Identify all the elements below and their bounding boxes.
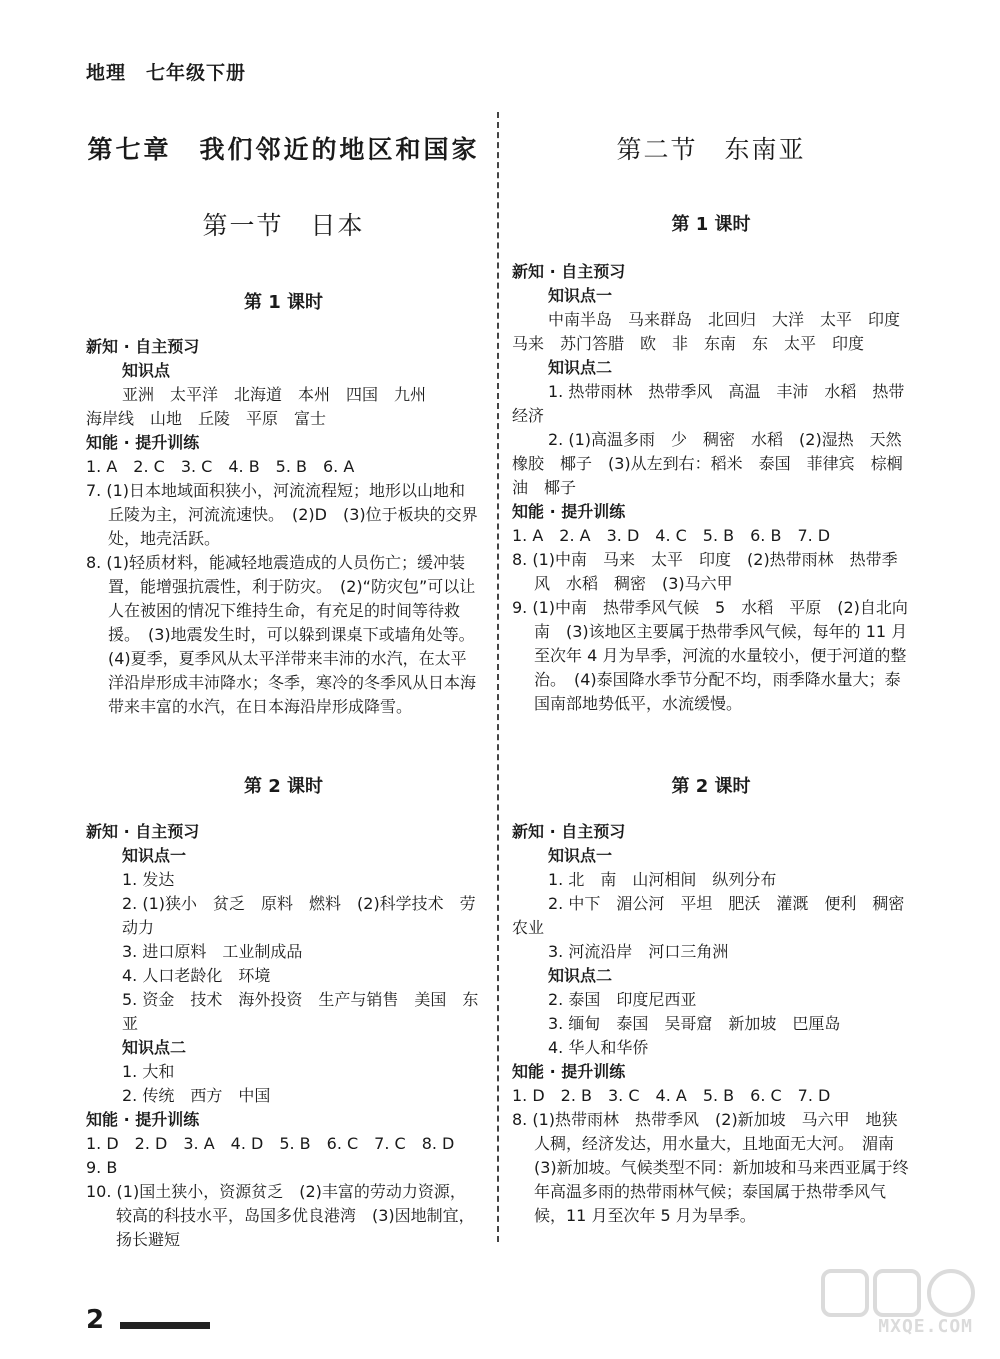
knowledge-point-text: 中南半岛 马来群岛 北回归 大洋 太平 印度 马来 苏门答腊 欧 非 东南 东 太平 印度	[512, 310, 917, 353]
section-heading-skill-training: 知能 · 提升训练	[86, 433, 200, 452]
knowledge-point-item: 1. 北 南 山河相间 纵列分布	[548, 870, 777, 889]
knowledge-point-item: 2. (1)高温多雨 少 稠密 水稻 (2)湿热 天然橡胶 椰子 (3)从左到右：稻米 泰国 菲律宾 棕榈油 椰子	[512, 430, 903, 497]
knowledge-point-item: 4. 华人和华侨	[548, 1038, 649, 1057]
knowledge-point-label: 知识点二	[122, 1038, 187, 1057]
knowledge-point-item: 2. 中下 湄公河 平坦 肥沃 灌溉 便利 稠密 农业	[512, 894, 921, 937]
knowledge-point-item: 4. 人口老龄化 环境	[122, 966, 271, 985]
watermark-logo	[815, 1265, 985, 1345]
answer-line: 8. (1)热带雨林 热带季风 (2)新加坡 马六甲 地狭人稠，经济发达，用水量大，且地面无大河。 湄南 (3)新加坡。气候类型不同：新加坡和马来西亚属于终年高温多雨的热带雨林气候；泰国属于热带季风气候，11 月至次年 5 月为旱季。	[512, 1110, 911, 1225]
answer-line: 7. (1)日本地域面积狭小，河流流程短；地形以山地和丘陵为主，河流流速快。 (2)D (3)位于板块的交界处，地壳活跃。	[86, 481, 478, 548]
knowledge-point-item: 3. 缅甸 泰国 吴哥窟 新加坡 巴厘岛	[548, 1014, 841, 1033]
knowledge-point-item: 1. 大和	[122, 1062, 175, 1081]
knowledge-point-item: 3. 河流沿岸 河口三角洲	[548, 942, 729, 961]
lesson-title: 第 2 课时	[671, 776, 751, 797]
section-heading-new-knowledge: 新知 · 自主预习	[86, 822, 200, 841]
knowledge-point-item: 2. 传统 西方 中国	[122, 1086, 271, 1105]
page-header: 地理 七年级下册	[86, 62, 247, 84]
answer-line: 8. (1)中南 马来 太平 印度 (2)热带雨林 热带季风 水稻 稠密 (3)马六甲	[512, 550, 898, 593]
knowledge-point-item: 3. 进口原料 工业制成品	[122, 942, 303, 961]
lesson1-content	[512, 260, 917, 716]
section-heading-new-knowledge: 新知 · 自主预习	[512, 262, 626, 281]
section-heading-skill-training: 知能 · 提升训练	[512, 1062, 626, 1081]
knowledge-point-item: 5. 资金 技术 海外投资 生产与销售 美国 东亚	[122, 990, 479, 1033]
answer-line: 8. (1)轻质材料，能减轻地震造成的人员伤亡；缓冲装置，能增强抗震性，利于防灾。 (2)“防灾包”可以让人在被困的情况下维持生命，有充足的时间等待救援。 (3)地震发生时，可以躲到课桌下或墙角处等。 (4)夏季，夏季风从太平洋带来丰沛的水汽，在太平洋沿岸形成丰沛降水；冬季，寒冷的冬季风从日本海带来丰富的水汽，在日本海沿岸形成降雪。	[86, 553, 483, 716]
lesson1-content	[86, 335, 481, 719]
knowledge-point-line: 亚洲 太平洋 北海道 本州 四国 九州	[122, 385, 427, 404]
knowledge-point-label: 知识点二	[548, 966, 613, 985]
watermark-text: MXQE.COM	[878, 1316, 973, 1337]
lesson-title: 第 2 课时	[243, 776, 324, 797]
knowledge-point-line: 海岸线 山地 丘陵 平原 富士	[86, 409, 327, 428]
answer-line: 1. A 2. C 3. C 4. B 5. B 6. A	[86, 457, 355, 476]
page-number: 2	[86, 1305, 105, 1335]
section-heading-skill-training: 知能 · 提升训练	[86, 1110, 200, 1129]
section-title-southeast-asia: 第二节 东南亚	[616, 135, 806, 164]
answer-line: 1. A 2. A 3. D 4. C 5. B 6. B 7. D	[512, 526, 831, 545]
section-heading-new-knowledge: 新知 · 自主预习	[512, 822, 626, 841]
knowledge-point-label: 知识点一	[548, 846, 613, 865]
knowledge-point-label: 知识点	[122, 361, 171, 380]
lesson2-content	[512, 820, 921, 1228]
lesson-title: 第 1 课时	[243, 292, 324, 313]
knowledge-point-label: 知识点一	[122, 846, 187, 865]
column-divider	[497, 112, 499, 1242]
knowledge-point-item: 1. 发达	[122, 870, 175, 889]
lesson-title: 第 1 课时	[671, 214, 751, 235]
knowledge-point-label: 知识点二	[548, 358, 613, 377]
chapter-title: 第七章 我们邻近的地区和国家	[87, 135, 480, 164]
section-heading-skill-training: 知能 · 提升训练	[512, 502, 626, 521]
knowledge-point-item: 2. (1)狭小 贫乏 原料 燃料 (2)科学技术 劳动力	[122, 894, 476, 937]
lesson2-content	[86, 820, 481, 1252]
answer-line: 1. D 2. B 3. C 4. A 5. B 6. C 7. D	[512, 1086, 831, 1105]
section-title-japan: 第一节 日本	[202, 211, 365, 240]
knowledge-point-item: 2. 泰国 印度尼西亚	[548, 990, 697, 1009]
page-number-bar	[120, 1322, 210, 1329]
answer-line: 10. (1)国土狭小，资源贫乏 (2)丰富的劳动力资源，较高的科技水平，岛国多优良港湾 (3)因地制宜，扬长避短	[86, 1182, 475, 1249]
section-heading-new-knowledge: 新知 · 自主预习	[86, 337, 200, 356]
knowledge-point-label: 知识点一	[548, 286, 613, 305]
answer-line: 1. D 2. D 3. A 4. D 5. B 6. C 7. C 8. D 9. B	[86, 1134, 471, 1177]
answer-line: 9. (1)中南 热带季风气候 5 水稻 平原 (2)自北向南 (3)该地区主要属于热带季风气候，每年的 11 月至次年 4 月为旱季，河流的水量较小，便于河道的整治。 (4)泰国降水季节分配不均，雨季降水量大；泰国南部地势低平，水流缓慢。	[512, 598, 908, 713]
knowledge-point-item: 1. 热带雨林 热带季风 高温 丰沛 水稻 热带经济	[512, 382, 905, 425]
